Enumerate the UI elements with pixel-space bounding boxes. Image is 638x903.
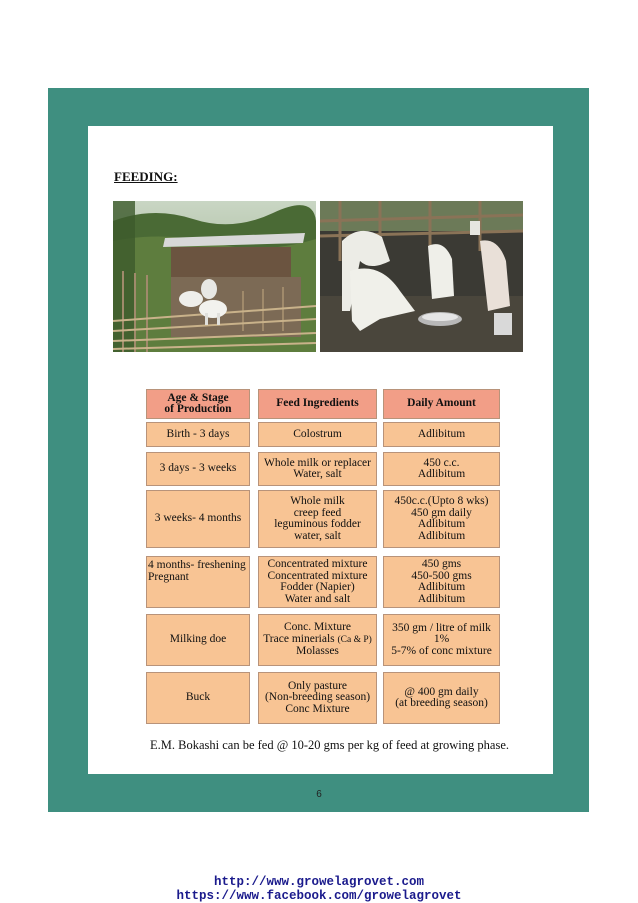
row3-stage	[146, 490, 250, 548]
row1-stage	[146, 422, 250, 447]
row4-feed-line2: Concentrated mixture	[267, 569, 368, 582]
header-feed-ingredients-label: Feed Ingredients	[276, 397, 359, 410]
row5-feed-trace-minerals: Trace minerials	[263, 632, 335, 645]
row4-feed-line4: Water and salt	[284, 592, 351, 605]
row4-feed-line1: Concentrated mixture	[267, 558, 368, 570]
row4-amount-line2: 450-500 gms	[411, 569, 472, 582]
row1-feed-text: Colostrum	[293, 427, 342, 440]
row6-feed-line3: Conc Mixture	[285, 702, 350, 715]
header-age-stage-line2: of Production	[164, 403, 232, 415]
row3-stage-text: 3 weeks- 4 months	[154, 512, 242, 525]
row3-feed-line2: creep feed	[293, 506, 342, 519]
row3-amount-line1: 450c.c.(Upto 8 wks)	[394, 495, 489, 507]
row3-feed-line1: Whole milk	[290, 495, 345, 507]
row2-feed-line2: Water, salt	[293, 468, 342, 480]
website-link[interactable]: http://www.growelagrovet.com	[213, 875, 425, 889]
row5-amount-line1: 350 gm / litre of milk	[392, 621, 491, 634]
row2-stage-text: 3 days - 3 weeks	[159, 462, 237, 475]
row2-amount-line1: 450 c.c.	[423, 456, 460, 469]
row2-feed-line1: Whole milk or replacer	[264, 456, 371, 469]
row5-amount-line2: 1%	[433, 633, 450, 646]
row4-stage-line1: 4 months- freshening	[148, 559, 246, 571]
header-age-stage-line1: Age & Stage	[167, 391, 229, 404]
goats-feeding-from-bowls-photo	[320, 201, 523, 352]
row3-feed	[258, 490, 377, 548]
row3-amount-line4: Adlibitum	[417, 529, 466, 542]
row2-amount-line2: Adlibitum	[417, 468, 466, 480]
row3-feed-line3: leguminous fodder	[274, 518, 361, 530]
row3-amount-line3: Adlibitum	[417, 518, 466, 530]
row6-stage	[146, 672, 250, 724]
row3-feed-line4: water, salt	[294, 529, 341, 542]
row4-amount-line4: Adlibitum	[417, 592, 466, 605]
row5-amount	[383, 614, 500, 666]
row6-stage-text: Buck	[185, 691, 211, 704]
row3-amount-line2: 450 gm daily	[411, 506, 472, 519]
row5-feed-ca-p: (Ca & P)	[337, 634, 372, 645]
row2-stage	[146, 452, 250, 486]
header-age-stage	[146, 389, 250, 419]
row5-feed-line3: Molasses	[296, 645, 339, 658]
row4-stage-line2: Pregnant	[148, 570, 189, 583]
page-heading: FEEDING:	[114, 169, 178, 184]
row6-amount	[383, 672, 500, 724]
page-number: 6	[316, 789, 322, 800]
row5-amount-line3: 5-7% of conc mixture	[391, 644, 492, 657]
row5-stage-text: Milking doe	[169, 633, 227, 646]
goats-in-bamboo-enclosure-photo	[113, 201, 316, 352]
row6-feed	[258, 672, 377, 724]
row6-feed-line2: (Non-breeding season)	[264, 691, 371, 704]
row4-stage	[146, 556, 250, 608]
row6-amount-line2: (at breeding season)	[395, 697, 488, 709]
row5-feed	[258, 614, 377, 666]
row4-amount	[383, 556, 500, 608]
row4-amount-line1: 450 gms	[421, 558, 462, 570]
row4-amount-line3: Adlibitum	[417, 581, 466, 593]
row6-feed-line1: Only pasture	[287, 679, 348, 692]
row4-feed-line3: Fodder (Napier)	[280, 581, 355, 593]
header-daily-amount-label: Daily Amount	[407, 397, 476, 410]
header-feed-ingredients	[258, 389, 377, 419]
row5-feed-line1: Conc. Mixture	[283, 621, 352, 634]
row1-feed	[258, 422, 377, 447]
row6-amount-line1: @ 400 gm daily	[404, 685, 479, 698]
row4-feed	[258, 556, 377, 608]
row2-amount	[383, 452, 500, 486]
header-daily-amount	[383, 389, 500, 419]
row1-stage-text: Birth - 3 days	[166, 427, 230, 440]
bokashi-note: E.M. Bokashi can be fed @ 10-20 gms per kg of feed at growing phase.	[150, 738, 509, 752]
row5-stage	[146, 614, 250, 666]
row1-amount	[383, 422, 500, 447]
row1-amount-text: Adlibitum	[417, 427, 466, 440]
facebook-link[interactable]: https://www.facebook.com/growelagrovet	[176, 889, 462, 903]
row2-feed	[258, 452, 377, 486]
row3-amount	[383, 490, 500, 548]
